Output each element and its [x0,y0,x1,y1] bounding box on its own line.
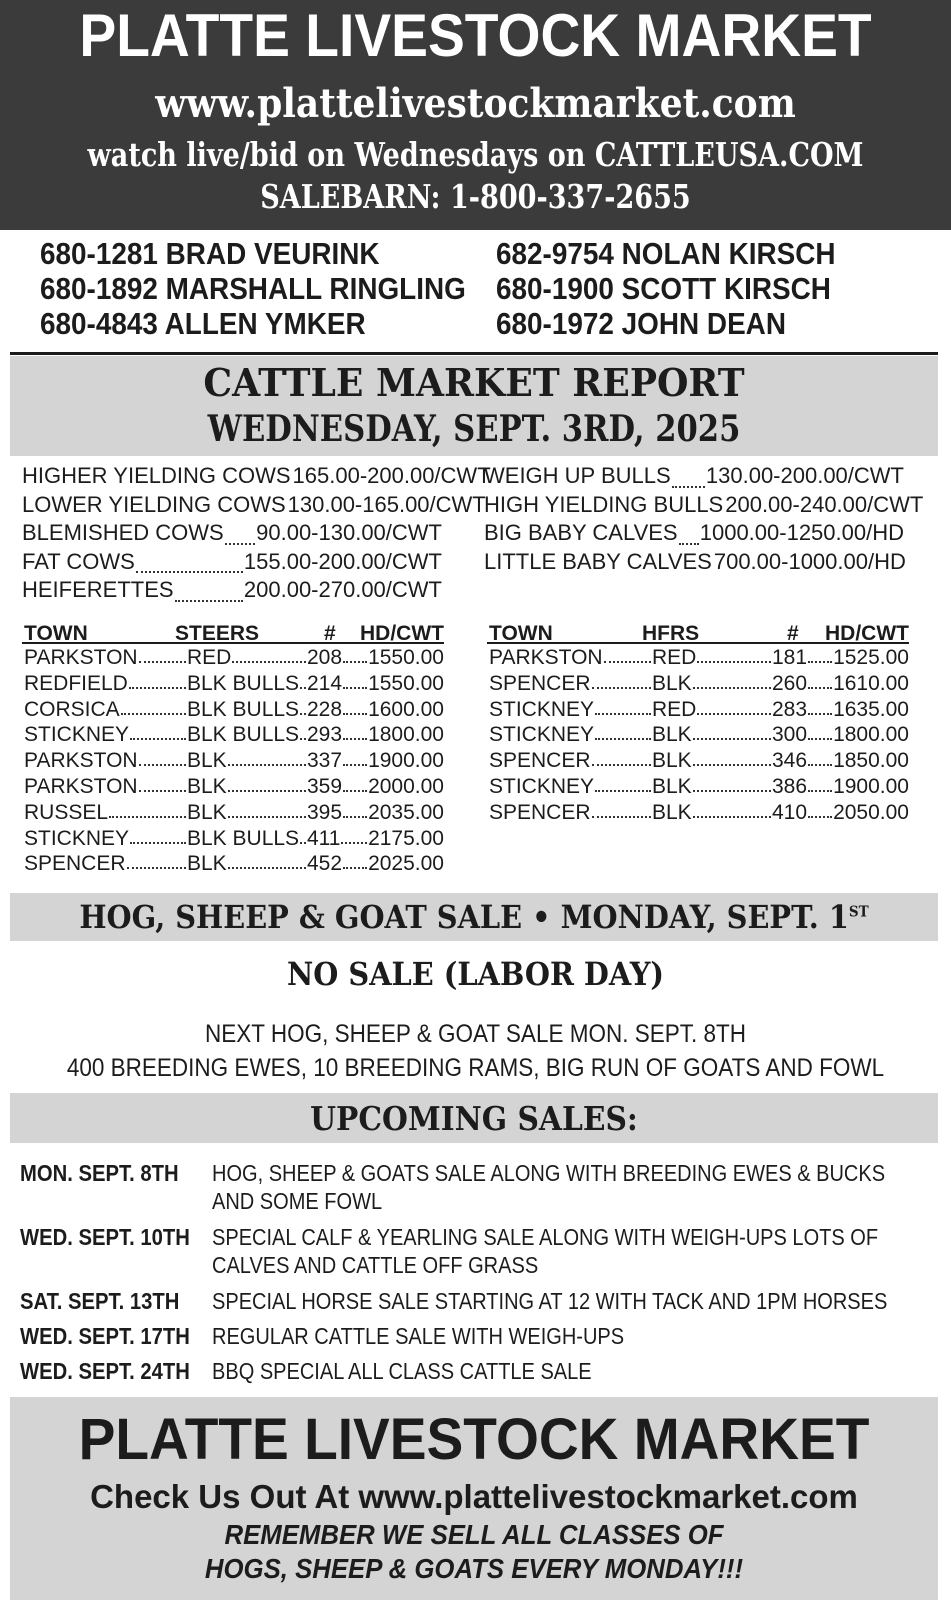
cell-town: STICKNEY [24,723,130,747]
leader-dots [808,790,832,792]
leader-dots [139,790,186,792]
cell-town: SPENCER [489,671,591,695]
price-label: BLEMISHED COWS [22,520,224,545]
cell-type: BLK [652,800,692,824]
leader-dots [808,661,832,663]
leader-dots [232,661,306,663]
price-label: BIG BABY CALVES [484,520,678,545]
cell-town: PARKSTON [24,749,138,773]
table-row [22,773,444,799]
price-list-right [484,463,924,579]
cell-town: STICKNEY [489,774,595,798]
leader-dots [592,816,651,818]
table-row [22,799,444,825]
leader-dots [672,482,705,488]
cell-price: 1800.00 [833,723,909,747]
no-sale-notice: NO SALE (LABOR DAY) [286,955,665,993]
leader-dots [228,764,306,766]
cell-count: 411 [307,826,341,850]
steers-header-count: # [324,622,336,645]
cell-type: BLK BULLS [187,826,300,850]
cell-town: SPENCER [489,800,591,824]
cell-count: 283 [772,697,808,721]
breeding-notice: 400 BREEDING EWES, 10 BREEDING RAMS, BIG RUN OF GOATS AND FOWL [66,1054,885,1082]
table-row [22,721,444,747]
leader-dots [129,687,186,689]
price-value: 165.00-200.00/CWT [292,463,491,488]
leader-dots [808,687,832,689]
table-row [487,696,909,722]
cell-price: 1525.00 [833,646,909,669]
next-sale-notice: NEXT HOG, SHEEP & GOAT SALE MON. SEPT. 8TH [205,1020,746,1048]
cell-price: 1635.00 [833,697,909,721]
cell-price: 1800.00 [368,723,444,747]
cell-count: 359 [307,774,343,798]
leader-dots [228,867,306,869]
heifers-header-hfrs: HFRS [642,622,700,645]
leader-dots [343,816,367,818]
price-value: 90.00-130.00/CWT [256,520,442,545]
table-row [22,644,444,670]
table-row [487,644,909,670]
salebarn-phone: SALEBARN: 1-800-337-2655 [260,177,691,216]
leader-dots [697,661,771,663]
upcoming-title: UPCOMING SALES: [310,1099,638,1138]
heifers-table [487,620,909,825]
upcoming-item [20,1160,935,1214]
report-banner [10,356,938,456]
leader-dots [300,738,306,740]
steers-header [22,620,444,644]
price-label: LOWER YIELDING COWS [22,491,286,517]
price-value: 1000.00-1250.00/HD [699,520,904,545]
leader-dots [225,539,255,545]
table-row [22,747,444,773]
upcoming-desc: REGULAR CATTLE SALE WITH WEIGH-UPS [212,1323,625,1349]
heifers-header-count: # [787,622,799,645]
price-row [22,522,442,551]
upcoming-banner [10,1093,938,1143]
price-label: WEIGH UP BULLS [484,463,671,488]
leader-dots [121,713,186,715]
website-url: www.plattelivestockmarket.com [155,80,796,127]
price-row [22,548,442,580]
leader-dots [130,738,186,740]
upcoming-desc: BBQ SPECIAL ALL CLASS CATTLE SALE [212,1358,592,1384]
leader-dots [693,816,771,818]
price-label: FAT COWS [22,548,135,574]
upcoming-item [20,1323,935,1351]
cell-price: 1850.00 [833,749,909,773]
leader-dots [109,816,186,818]
footer-title: PLATTE LIVESTOCK MARKET [78,1407,870,1472]
leader-dots [300,687,306,689]
leader-dots [139,661,186,663]
leader-dots [693,687,771,689]
steers-header-town: TOWN [24,622,88,645]
cell-price: 1600.00 [368,697,444,721]
leader-dots [175,596,243,602]
price-row [484,522,904,551]
leader-dots [127,867,186,869]
contact-john: 680-1972 JOHN DEAN [496,306,786,341]
cell-price: 2175.00 [368,826,444,850]
leader-dots [693,764,771,766]
cell-count: 386 [772,774,808,798]
upcoming-date: MON. SEPT. 8TH [20,1160,179,1186]
table-row [487,721,909,747]
cell-type: BLK BULLS [187,671,300,695]
cell-price: 1900.00 [368,749,444,773]
leader-dots [343,867,367,869]
cell-count: 346 [772,749,808,773]
leader-dots [693,738,771,740]
footer-checkout: Check Us Out At www.plattelivestockmarket.com [90,1478,858,1515]
heifers-body [487,644,909,825]
price-label: HIGHER YIELDING COWS [22,463,291,488]
steers-header-price: HD/CWT [360,622,444,645]
cell-type: BLK [187,852,227,876]
steers-header-steers: STEERS [175,622,260,645]
report-title: CATTLE MARKET REPORT [203,360,745,405]
steers-body [22,644,444,876]
leader-dots [343,764,367,766]
cell-count: 293 [307,723,343,747]
cell-type: BLK [187,749,227,773]
cell-town: SPENCER [24,852,126,876]
cell-type: BLK [652,749,692,773]
price-value: 200.00-270.00/CWT [243,577,442,602]
price-value: 700.00-1000.00/HD [713,548,906,574]
cell-count: 214 [307,671,343,695]
table-row [22,696,444,722]
cell-count: 337 [307,749,343,773]
cell-type: BLK BULLS [187,723,300,747]
upcoming-item [20,1358,935,1386]
cell-type: BLK [652,774,692,798]
leader-dots [679,539,699,545]
contact-scott: 680-1900 SCOTT KIRSCH [496,271,831,306]
price-row [22,579,442,608]
table-row [22,670,444,696]
upcoming-desc: SPECIAL HORSE SALE STARTING AT 12 WITH TACK AND 1PM HORSES [212,1288,888,1314]
cell-type: RED [652,646,697,669]
leader-dots [693,790,771,792]
price-row [22,491,486,523]
table-row [487,773,909,799]
leader-dots [343,713,367,715]
leader-dots [228,816,306,818]
leader-dots [300,842,306,844]
price-value: 130.00-200.00/CWT [705,463,904,488]
contact-brad: 680-1281 BRAD VEURINK [40,236,380,271]
price-label: HEIFERETTES [22,577,174,602]
leader-dots [592,764,651,766]
upcoming-desc: SPECIAL CALF & YEARLING SALE ALONG WITH WEIGH-UPS LOTS OF CALVES AND CATTLE OFF GRASS [212,1224,879,1278]
price-row [484,491,924,523]
table-row [22,850,444,876]
leader-dots [343,738,367,740]
leader-dots [808,764,832,766]
leader-dots [595,713,651,715]
leader-dots [808,738,832,740]
upcoming-date: WED. SEPT. 10TH [20,1224,190,1250]
cell-town: PARKSTON [489,646,603,669]
price-row [484,465,904,494]
cell-count: 410 [772,800,808,824]
upcoming-item [20,1288,935,1316]
cell-town: RUSSEL [24,800,109,824]
leader-dots [697,713,771,715]
cell-type: RED [652,697,697,721]
cell-price: 2050.00 [833,800,909,824]
price-value: 200.00-240.00/CWT [725,491,924,517]
cell-price: 2035.00 [368,800,444,824]
price-label: HIGH YIELDING BULLS [484,491,724,517]
cell-type: BLK [187,774,227,798]
heifers-header-price: HD/CWT [825,622,909,645]
cell-type: BLK [652,671,692,695]
heifers-header [487,620,909,644]
cell-type: BLK [652,723,692,747]
price-row [484,548,906,580]
cell-town: REDFIELD [24,671,128,695]
cell-count: 260 [772,671,808,695]
leader-dots [592,687,651,689]
upcoming-date: WED. SEPT. 24TH [20,1358,190,1384]
price-value: 130.00-165.00/CWT [287,491,486,517]
contacts-list [0,238,951,348]
cell-town: CORSICA [24,697,120,721]
cell-price: 2025.00 [368,852,444,876]
hog-sale-title [56,898,891,936]
cell-price: 2000.00 [368,774,444,798]
cell-price: 1900.00 [833,774,909,798]
footer-remember-1: REMEMBER WE SELL ALL CLASSES OF [224,1519,724,1550]
header-banner [0,0,951,230]
contact-allen: 680-4843 ALLEN YMKER [40,306,366,341]
hog-sale-title-sup: ST [848,902,869,921]
cell-town: STICKNEY [24,826,130,850]
upcoming-date: WED. SEPT. 17TH [20,1323,190,1349]
footer-banner [10,1397,938,1600]
table-row [487,747,909,773]
cell-count: 228 [307,697,343,721]
table-row [487,670,909,696]
heifers-header-town: TOWN [489,622,553,645]
upcoming-date: SAT. SEPT. 13TH [20,1288,180,1314]
cell-type: RED [187,646,232,669]
market-title: PLATTE LIVESTOCK MARKET [79,2,872,69]
cell-count: 395 [307,800,343,824]
leader-dots [808,816,832,818]
leader-dots [139,764,186,766]
price-label: LITTLE BABY CALVES [484,548,712,574]
leader-dots [808,713,832,715]
cell-type: BLK [187,800,227,824]
watch-live-notice: watch live/bid on Wednesdays on CATTLEUSA.COM [87,135,864,174]
cell-town: PARKSTON [24,774,138,798]
leader-dots [300,713,306,715]
leader-dots [595,790,651,792]
divider [10,352,938,355]
leader-dots [343,790,367,792]
table-row [22,825,444,851]
contact-nolan: 682-9754 NOLAN KIRSCH [496,236,836,271]
cell-count: 452 [307,852,343,876]
upcoming-desc: HOG, SHEEP & GOATS SALE ALONG WITH BREEDING EWES & BUCKS AND SOME FOWL [212,1160,886,1214]
leader-dots [343,661,367,663]
cell-town: STICKNEY [489,723,595,747]
leader-dots [136,567,243,573]
leader-dots [604,661,651,663]
cell-town: SPENCER [489,749,591,773]
contact-marshall: 680-1892 MARSHALL RINGLING [40,271,466,306]
cell-count: 208 [307,646,343,669]
hog-sale-banner [10,893,938,941]
price-value: 155.00-200.00/CWT [243,548,442,574]
cell-price: 1610.00 [833,671,909,695]
cell-count: 300 [772,723,808,747]
leader-dots [341,842,367,844]
cell-town: PARKSTON [24,646,138,669]
report-date: WEDNESDAY, SEPT. 3RD, 2025 [207,408,741,450]
leader-dots [228,790,306,792]
cell-town: STICKNEY [489,697,595,721]
leader-dots [130,842,186,844]
price-row [22,463,491,494]
leader-dots [595,738,651,740]
cell-price: 1550.00 [368,671,444,695]
cell-count: 181 [772,646,808,669]
price-list-left [22,463,491,608]
footer-remember-2: HOGS, SHEEP & GOATS EVERY MONDAY!!! [204,1553,744,1584]
table-row [487,799,909,825]
cell-type: BLK BULLS [187,697,300,721]
cell-price: 1550.00 [368,646,444,669]
steers-table [22,620,444,876]
leader-dots [343,687,367,689]
hog-sale-title-text: HOG, SHEEP & GOAT SALE • MONDAY, SEPT. 1 [79,898,849,936]
upcoming-item [20,1224,935,1278]
